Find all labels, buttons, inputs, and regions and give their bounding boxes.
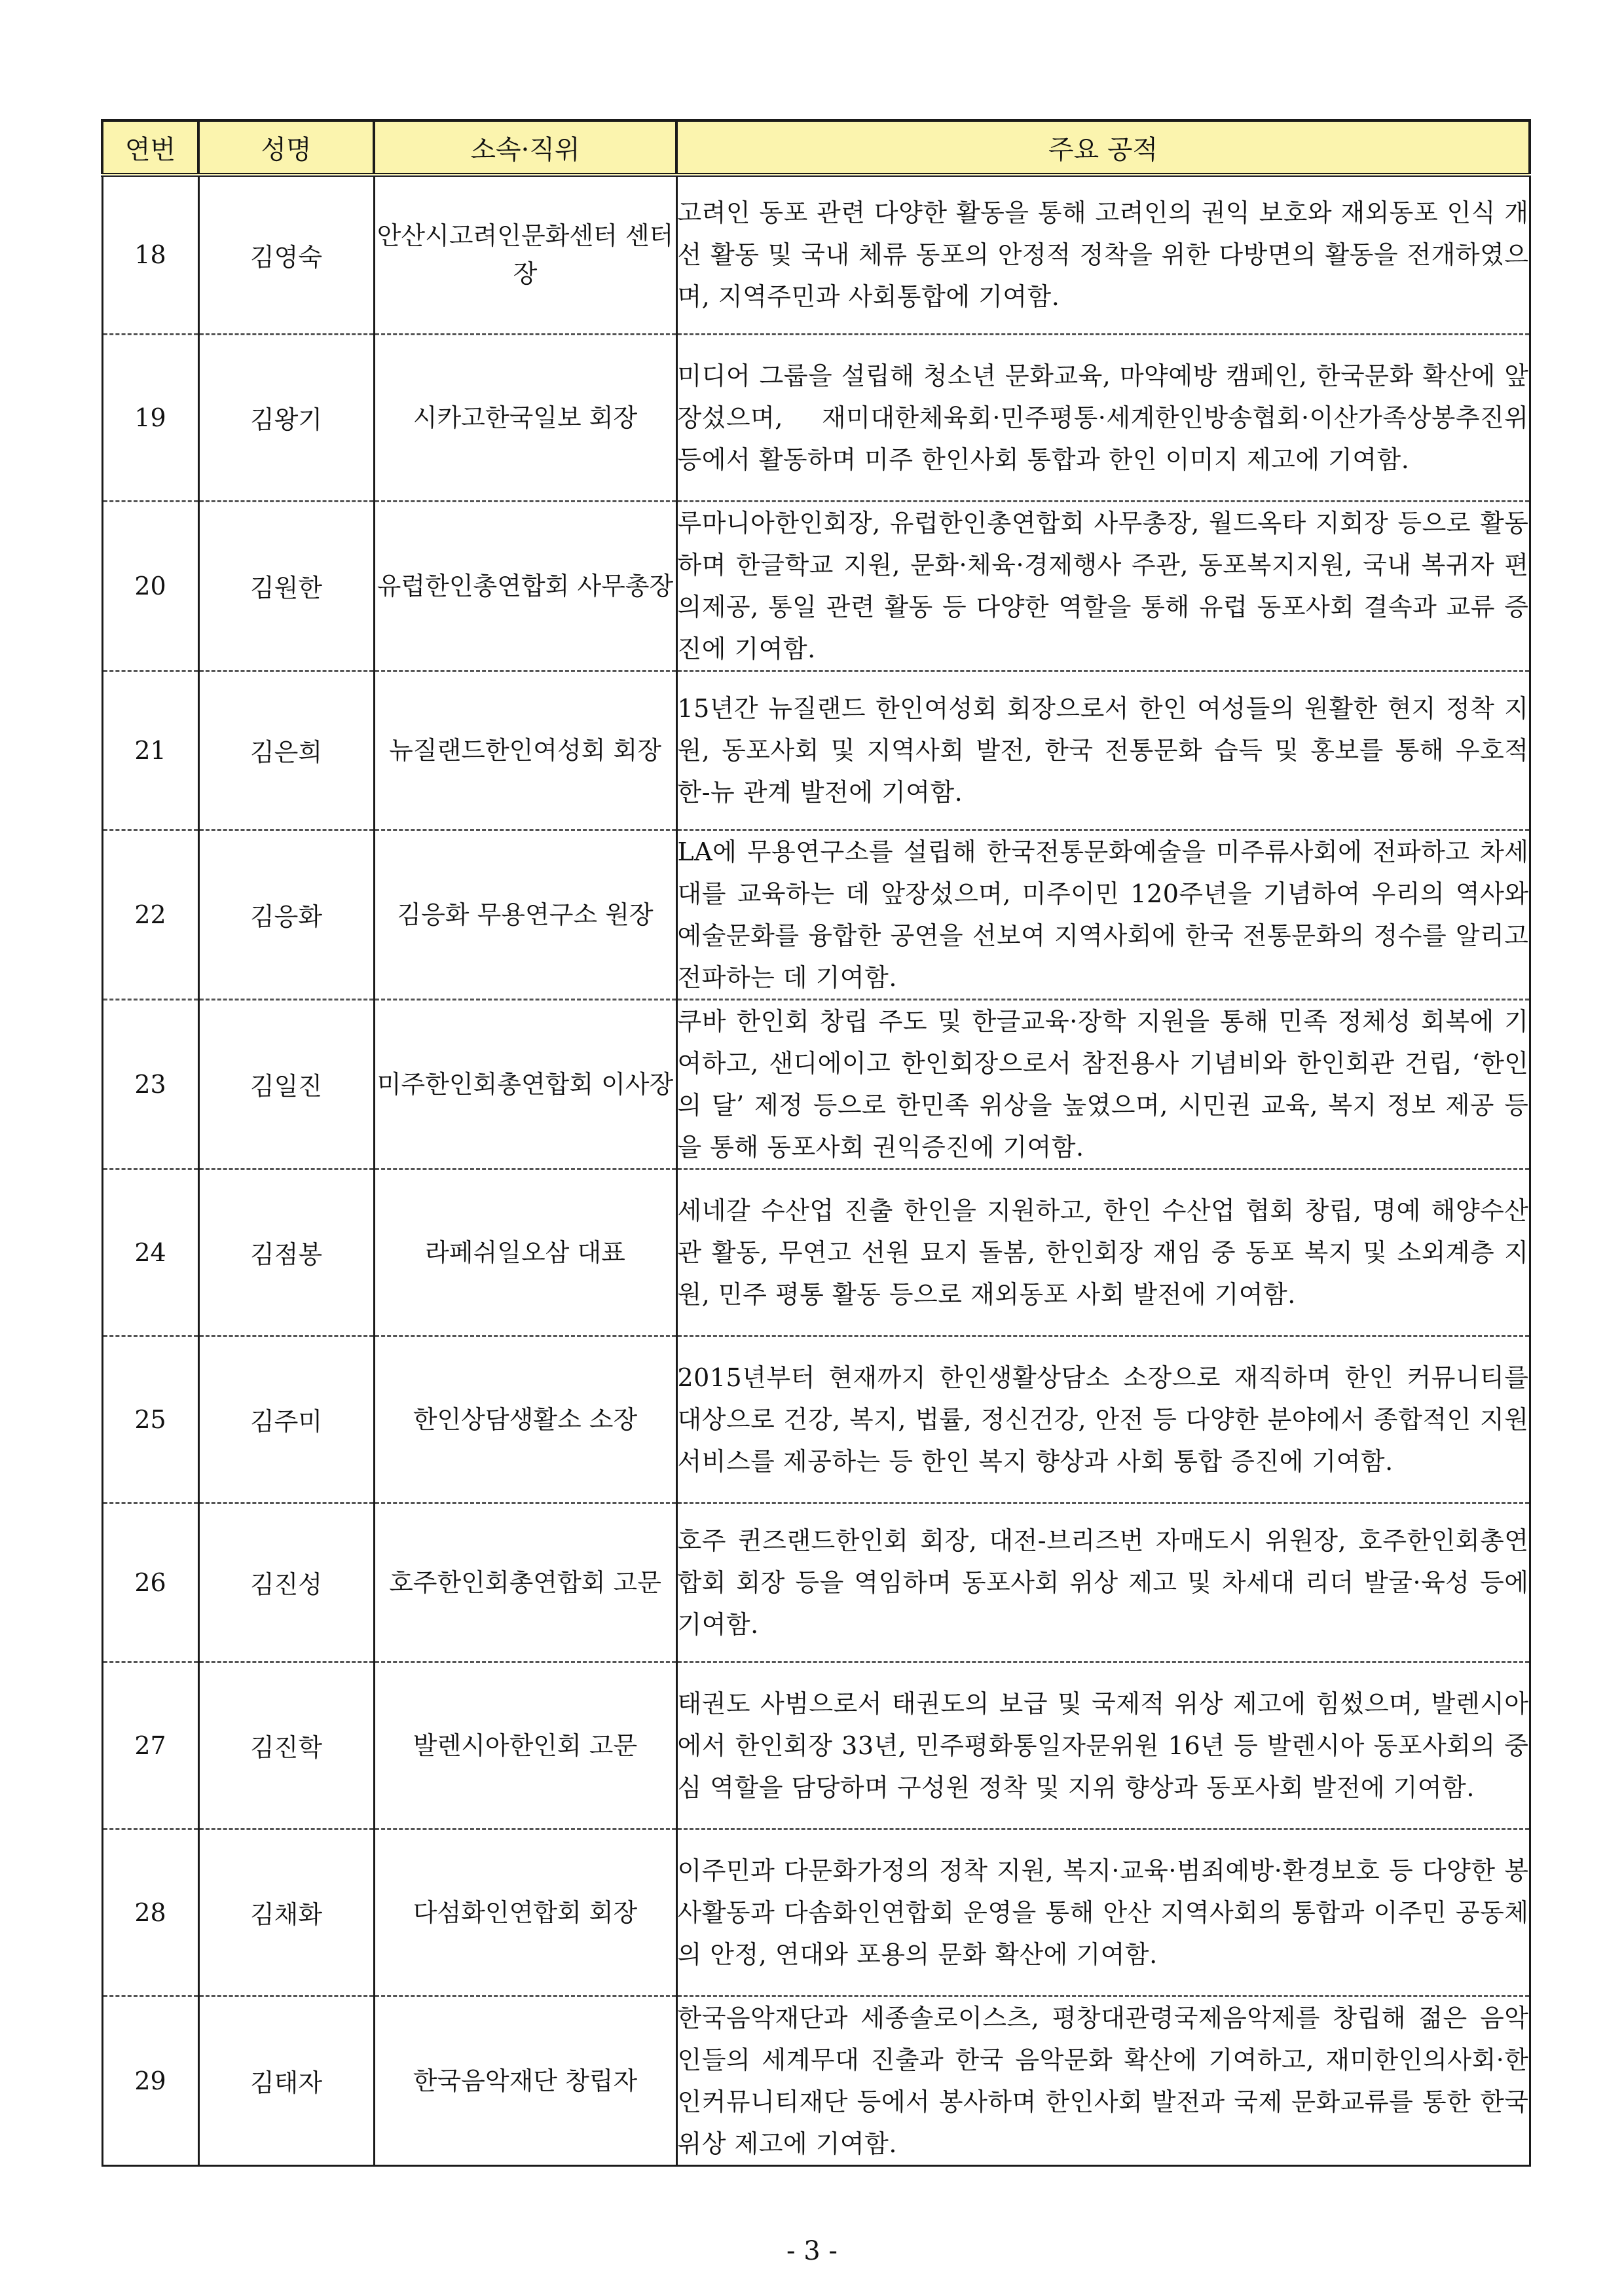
- header-affiliation: 소속·직위: [374, 120, 676, 175]
- row-achievement: 한국음악재단과 세종솔로이스츠, 평창대관령국제음악제를 창립해 젊은 음악인들의 세계무대 진출과 한국 음악문화 확산에 기여하고, 재미한인의사회·한인커뮤니티재단 등에서 봉사하며 한인사회 발전과 국제 문화교류를 통한 한국 위상 제고에 기여함.: [677, 2003, 1529, 2158]
- row-name: 김원한: [198, 501, 374, 670]
- row-name: 김일진: [198, 999, 374, 1169]
- row-affiliation: 김응화 무용연구소 원장: [374, 830, 676, 999]
- row-achievement-cell: [676, 334, 1530, 501]
- table-row: [102, 1829, 1530, 1996]
- row-name: 김진성: [198, 1503, 374, 1662]
- table-row: [102, 1336, 1530, 1503]
- table-row: [102, 175, 1530, 334]
- row-name: 김은희: [198, 670, 374, 830]
- table-body: [102, 175, 1530, 2165]
- awardee-table: [101, 119, 1531, 2167]
- row-achievement: 태권도 사범으로서 태권도의 보급 및 국제적 위상 제고에 힘썼으며, 발렌시아에서 한인회장 33년, 민주평화통일자문위원 16년 등 발렌시아 동포사회의 중심 역할을 담당하며 구성원 정착 및 지위 향상과 동포사회 발전에 기여함.: [677, 1689, 1529, 1802]
- row-number: 28: [102, 1829, 198, 1996]
- row-affiliation: 한인상담생활소 소장: [374, 1336, 676, 1503]
- row-number: 27: [102, 1662, 198, 1829]
- row-number: 18: [102, 175, 198, 334]
- row-achievement: 15년간 뉴질랜드 한인여성회 회장으로서 한인 여성들의 원활한 현지 정착 지원, 동포사회 및 지역사회 발전, 한국 전통문화 습득 및 홍보를 통해 우호적 한-뉴 관계 발전에 기여함.: [677, 693, 1529, 807]
- row-number: 22: [102, 830, 198, 999]
- row-affiliation: 라페쉬일오삼 대표: [374, 1169, 676, 1336]
- header-achievements: 주요 공적: [676, 120, 1530, 175]
- table-header-row: [102, 120, 1530, 175]
- row-affiliation: 다섬화인연합회 회장: [374, 1829, 676, 1996]
- row-number: 23: [102, 999, 198, 1169]
- row-affiliation: 미주한인회총연합회 이사장: [374, 999, 676, 1169]
- table-row: [102, 1996, 1530, 2165]
- row-affiliation: 안산시고려인문화센터 센터장: [374, 175, 676, 334]
- row-number: 26: [102, 1503, 198, 1662]
- table-row: [102, 670, 1530, 830]
- row-achievement-cell: [676, 1336, 1530, 1503]
- row-name: 김응화: [198, 830, 374, 999]
- row-name: 김점봉: [198, 1169, 374, 1336]
- row-name: 김진학: [198, 1662, 374, 1829]
- row-achievement-cell: [676, 1503, 1530, 1662]
- table-row: [102, 1662, 1530, 1829]
- row-achievement-cell: [676, 830, 1530, 999]
- row-name: 김채화: [198, 1829, 374, 1996]
- row-achievement: 쿠바 한인회 창립 주도 및 한글교육·장학 지원을 통해 민족 정체성 회복에 기여하고, 샌디에이고 한인회장으로서 참전용사 기념비와 한인회관 건립, ‘한인의 달’ 제정 등으로 한민족 위상을 높였으며, 시민권 교육, 복지 정보 제공 등을 통해 동포사회 권익증진에 기여함.: [677, 1006, 1529, 1162]
- table-row: [102, 334, 1530, 501]
- row-number: 19: [102, 334, 198, 501]
- header-name: 성명: [198, 120, 374, 175]
- row-achievement-cell: [676, 1996, 1530, 2165]
- row-achievement: 이주민과 다문화가정의 정착 지원, 복지·교육·범죄예방·환경보호 등 다양한 봉사활동과 다솜화인연합회 운영을 통해 안산 지역사회의 통합과 이주민 공동체의 안정, 연대와 포용의 문화 확산에 기여함.: [677, 1856, 1529, 1969]
- row-affiliation: 한국음악재단 창립자: [374, 1996, 676, 2165]
- row-achievement-cell: [676, 670, 1530, 830]
- row-affiliation: 호주한인회총연합회 고문: [374, 1503, 676, 1662]
- table-row: [102, 999, 1530, 1169]
- header-number: 연번: [102, 120, 198, 175]
- row-achievement: 호주 퀸즈랜드한인회 회장, 대전-브리즈번 자매도시 위원장, 호주한인회총연합회 회장 등을 역임하며 동포사회 위상 제고 및 차세대 리더 발굴·육성 등에 기여함.: [677, 1526, 1529, 1639]
- row-number: 29: [102, 1996, 198, 2165]
- page-number: - 3 -: [786, 2236, 838, 2266]
- row-achievement-cell: [676, 1169, 1530, 1336]
- row-affiliation: 뉴질랜드한인여성회 회장: [374, 670, 676, 830]
- row-number: 25: [102, 1336, 198, 1503]
- table-row: [102, 830, 1530, 999]
- row-affiliation: 시카고한국일보 회장: [374, 334, 676, 501]
- row-achievement: 루마니아한인회장, 유럽한인총연합회 사무총장, 월드옥타 지회장 등으로 활동하며 한글학교 지원, 문화·체육·경제행사 주관, 동포복지지원, 국내 복귀자 편의제공, 통일 관련 활동 등 다양한 역할을 통해 유럽 동포사회 결속과 교류 증진에 기여함.: [677, 508, 1529, 663]
- row-achievement: 2015년부터 현재까지 한인생활상담소 소장으로 재직하며 한인 커뮤니티를 대상으로 건강, 복지, 법률, 정신건강, 안전 등 다양한 분야에서 종합적인 지원 서비스를 제공하는 등 한인 복지 향상과 사회 통합 증진에 기여함.: [677, 1363, 1529, 1476]
- row-number: 24: [102, 1169, 198, 1336]
- row-name: 김영숙: [198, 175, 374, 334]
- row-name: 김왕기: [198, 334, 374, 501]
- row-number: 20: [102, 501, 198, 670]
- row-achievement: 세네갈 수산업 진출 한인을 지원하고, 한인 수산업 협회 창립, 명예 해양수산관 활동, 무연고 선원 묘지 돌봄, 한인회장 재임 중 동포 복지 및 소외계층 지원, 민주 평통 활동 등으로 재외동포 사회 발전에 기여함.: [677, 1196, 1529, 1309]
- row-achievement: LA에 무용연구소를 설립해 한국전통문화예술을 미주류사회에 전파하고 차세대를 교육하는 데 앞장섰으며, 미주이민 120주년을 기념하여 우리의 역사와 예술문화를 융합한 공연을 선보여 지역사회에 한국 전통문화의 정수를 알리고 전파하는 데 기여함.: [677, 837, 1529, 992]
- row-achievement-cell: [676, 501, 1530, 670]
- table-row: [102, 1169, 1530, 1336]
- row-achievement: 미디어 그룹을 설립해 청소년 문화교육, 마약예방 캠페인, 한국문화 확산에 앞장섰으며, 재미대한체육회·민주평통·세계한인방송협회·이산가족상봉추진위 등에서 활동하며 미주 한인사회 통합과 한인 이미지 제고에 기여함.: [677, 361, 1529, 474]
- row-achievement-cell: [676, 999, 1530, 1169]
- row-achievement-cell: [676, 175, 1530, 334]
- row-achievement-cell: [676, 1829, 1530, 1996]
- row-name: 김주미: [198, 1336, 374, 1503]
- row-achievement-cell: [676, 1662, 1530, 1829]
- row-affiliation: 발렌시아한인회 고문: [374, 1662, 676, 1829]
- table-row: [102, 1503, 1530, 1662]
- row-name: 김태자: [198, 1996, 374, 2165]
- row-achievement: 고려인 동포 관련 다양한 활동을 통해 고려인의 권익 보호와 재외동포 인식 개선 활동 및 국내 체류 동포의 안정적 정착을 위한 다방면의 활동을 전개하였으며, 지역주민과 사회통합에 기여함.: [677, 198, 1529, 312]
- row-affiliation: 유럽한인총연합회 사무총장: [374, 501, 676, 670]
- row-number: 21: [102, 670, 198, 830]
- table-row: [102, 501, 1530, 670]
